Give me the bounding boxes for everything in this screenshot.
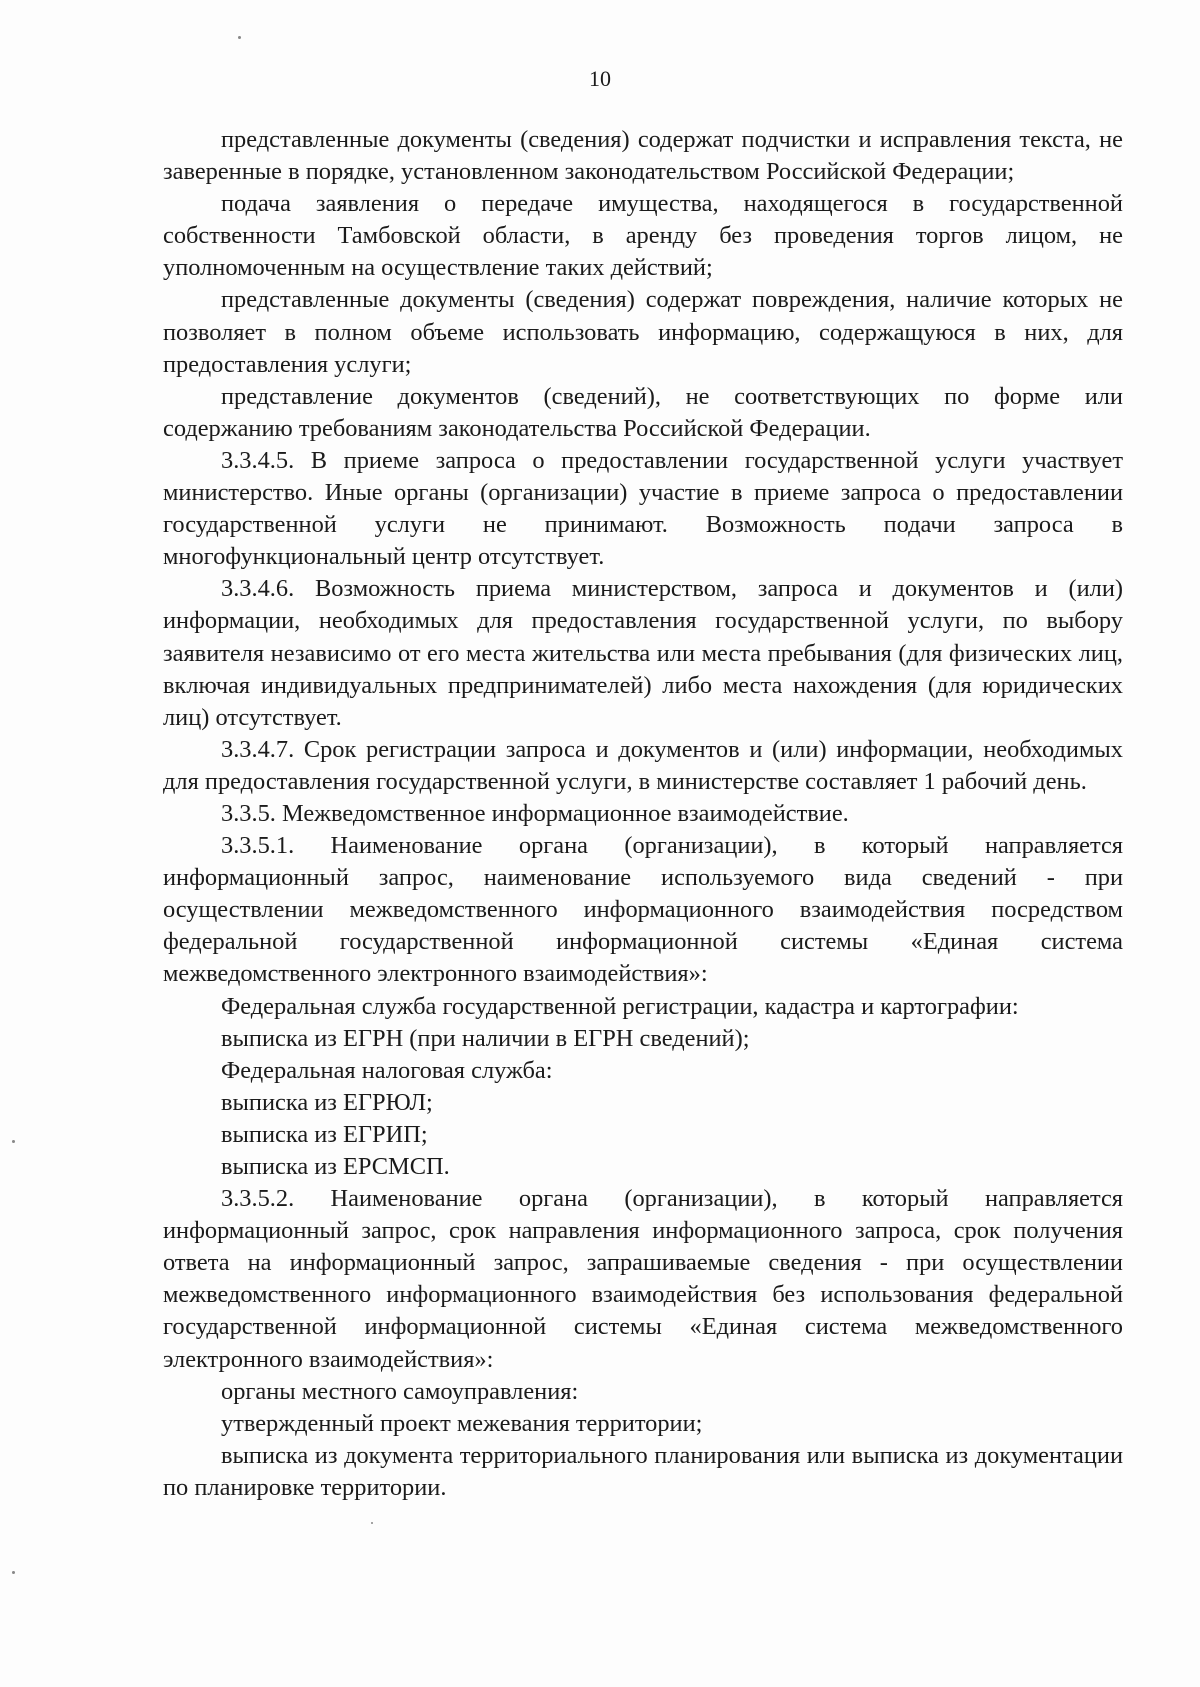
paragraph-3-3-4-5: 3.3.4.5. В приеме запроса о предоставлении государственной услуги участвует министерство. Иные органы (организации) участие в приеме запроса о предоставлении государственной услуги не принимают. Возможность подачи запроса в многофункциональный центр отсутствует.	[163, 446, 1123, 571]
scan-speck	[12, 1140, 15, 1143]
paragraph-nonconforming-documents: представление документов (сведений), не соответствующих по форме или содержанию требованиям законодательства Российской Федерации.	[163, 382, 1123, 442]
list-item-local-government: органы местного самоуправления:	[221, 1377, 579, 1405]
document-body	[163, 124, 1123, 1504]
list-item-land-survey-project: утвержденный проект межевания территории;	[221, 1409, 703, 1437]
paragraph-3-3-5: 3.3.5. Межведомственное информационное взаимодействие.	[221, 799, 849, 827]
list-item-egrip-extract: выписка из ЕГРИП;	[221, 1120, 428, 1148]
paragraph-3-3-5-2: 3.3.5.2. Наименование органа (организации), в который направляется информационный запрос, срок направления информационного запроса, срок получения ответа на информационный запрос, запрашиваемые сведения - при осуществлении межведомственного информационного взаимодействия без использования федеральной государственной информационной системы «Единая система межведомственного электронного взаимодействия»:	[163, 1185, 1123, 1373]
list-item-ersmsp-extract: выписка из ЕРСМСП.	[221, 1153, 450, 1180]
list-item-rosreestr: Федеральная служба государственной регистрации, кадастра и картографии:	[221, 992, 1019, 1020]
paragraph-3-3-4-6: 3.3.4.6. Возможность приема министерством, запроса и документов и (или) информации, необходимых для предоставления государственной услуги, по выбору заявителя независимо от его места жительства или места пребывания (для физических лиц, включая индивидуальных предпринимателей) либо места нахождения (для юридических лиц) отсутствует.	[163, 575, 1123, 731]
paragraph-unauthorized-application: подача заявления о передаче имущества, находящегося в государственной собственности Тамбовской области, в аренду без проведения торгов лицом, не уполномоченным на осуществление таких действий;	[163, 190, 1123, 282]
list-item-egrul-extract: выписка из ЕГРЮЛ;	[221, 1088, 433, 1116]
paragraph-corrections: представленные документы (сведения) содержат подчистки и исправления текста, не заверенные в порядке, установленном законодательством Российской Федерации;	[163, 126, 1123, 186]
list-item-egrn-extract: выписка из ЕГРН (при наличии в ЕГРН сведений);	[221, 1024, 750, 1052]
scan-speck	[12, 1571, 15, 1574]
paragraph-3-3-5-1: 3.3.5.1. Наименование органа (организации), в который направляется информационный запрос, наименование используемого вида сведений - при осуществлении межведомственного информационного взаимодействия посредством федеральной государственной информационной системы «Единая система межведомственного электронного взаимодействия»:	[163, 832, 1123, 988]
paragraph-planning-extract: выписка из документа территориального планирования или выписка из документации по планировке территории.	[163, 1441, 1123, 1501]
page-number: 10	[589, 66, 611, 91]
scan-speck	[371, 1522, 373, 1524]
paragraph-damaged-documents: представленные документы (сведения) содержат повреждения, наличие которых не позволяет в полном объеме использовать информацию, содержащуюся в них, для предоставления услуги;	[163, 286, 1123, 378]
list-item-fns: Федеральная налоговая служба:	[221, 1056, 553, 1084]
scan-speck	[238, 36, 241, 39]
paragraph-3-3-4-7: 3.3.4.7. Срок регистрации запроса и документов и (или) информации, необходимых для предоставления государственной услуги, в министерстве составляет 1 рабочий день.	[163, 735, 1123, 795]
